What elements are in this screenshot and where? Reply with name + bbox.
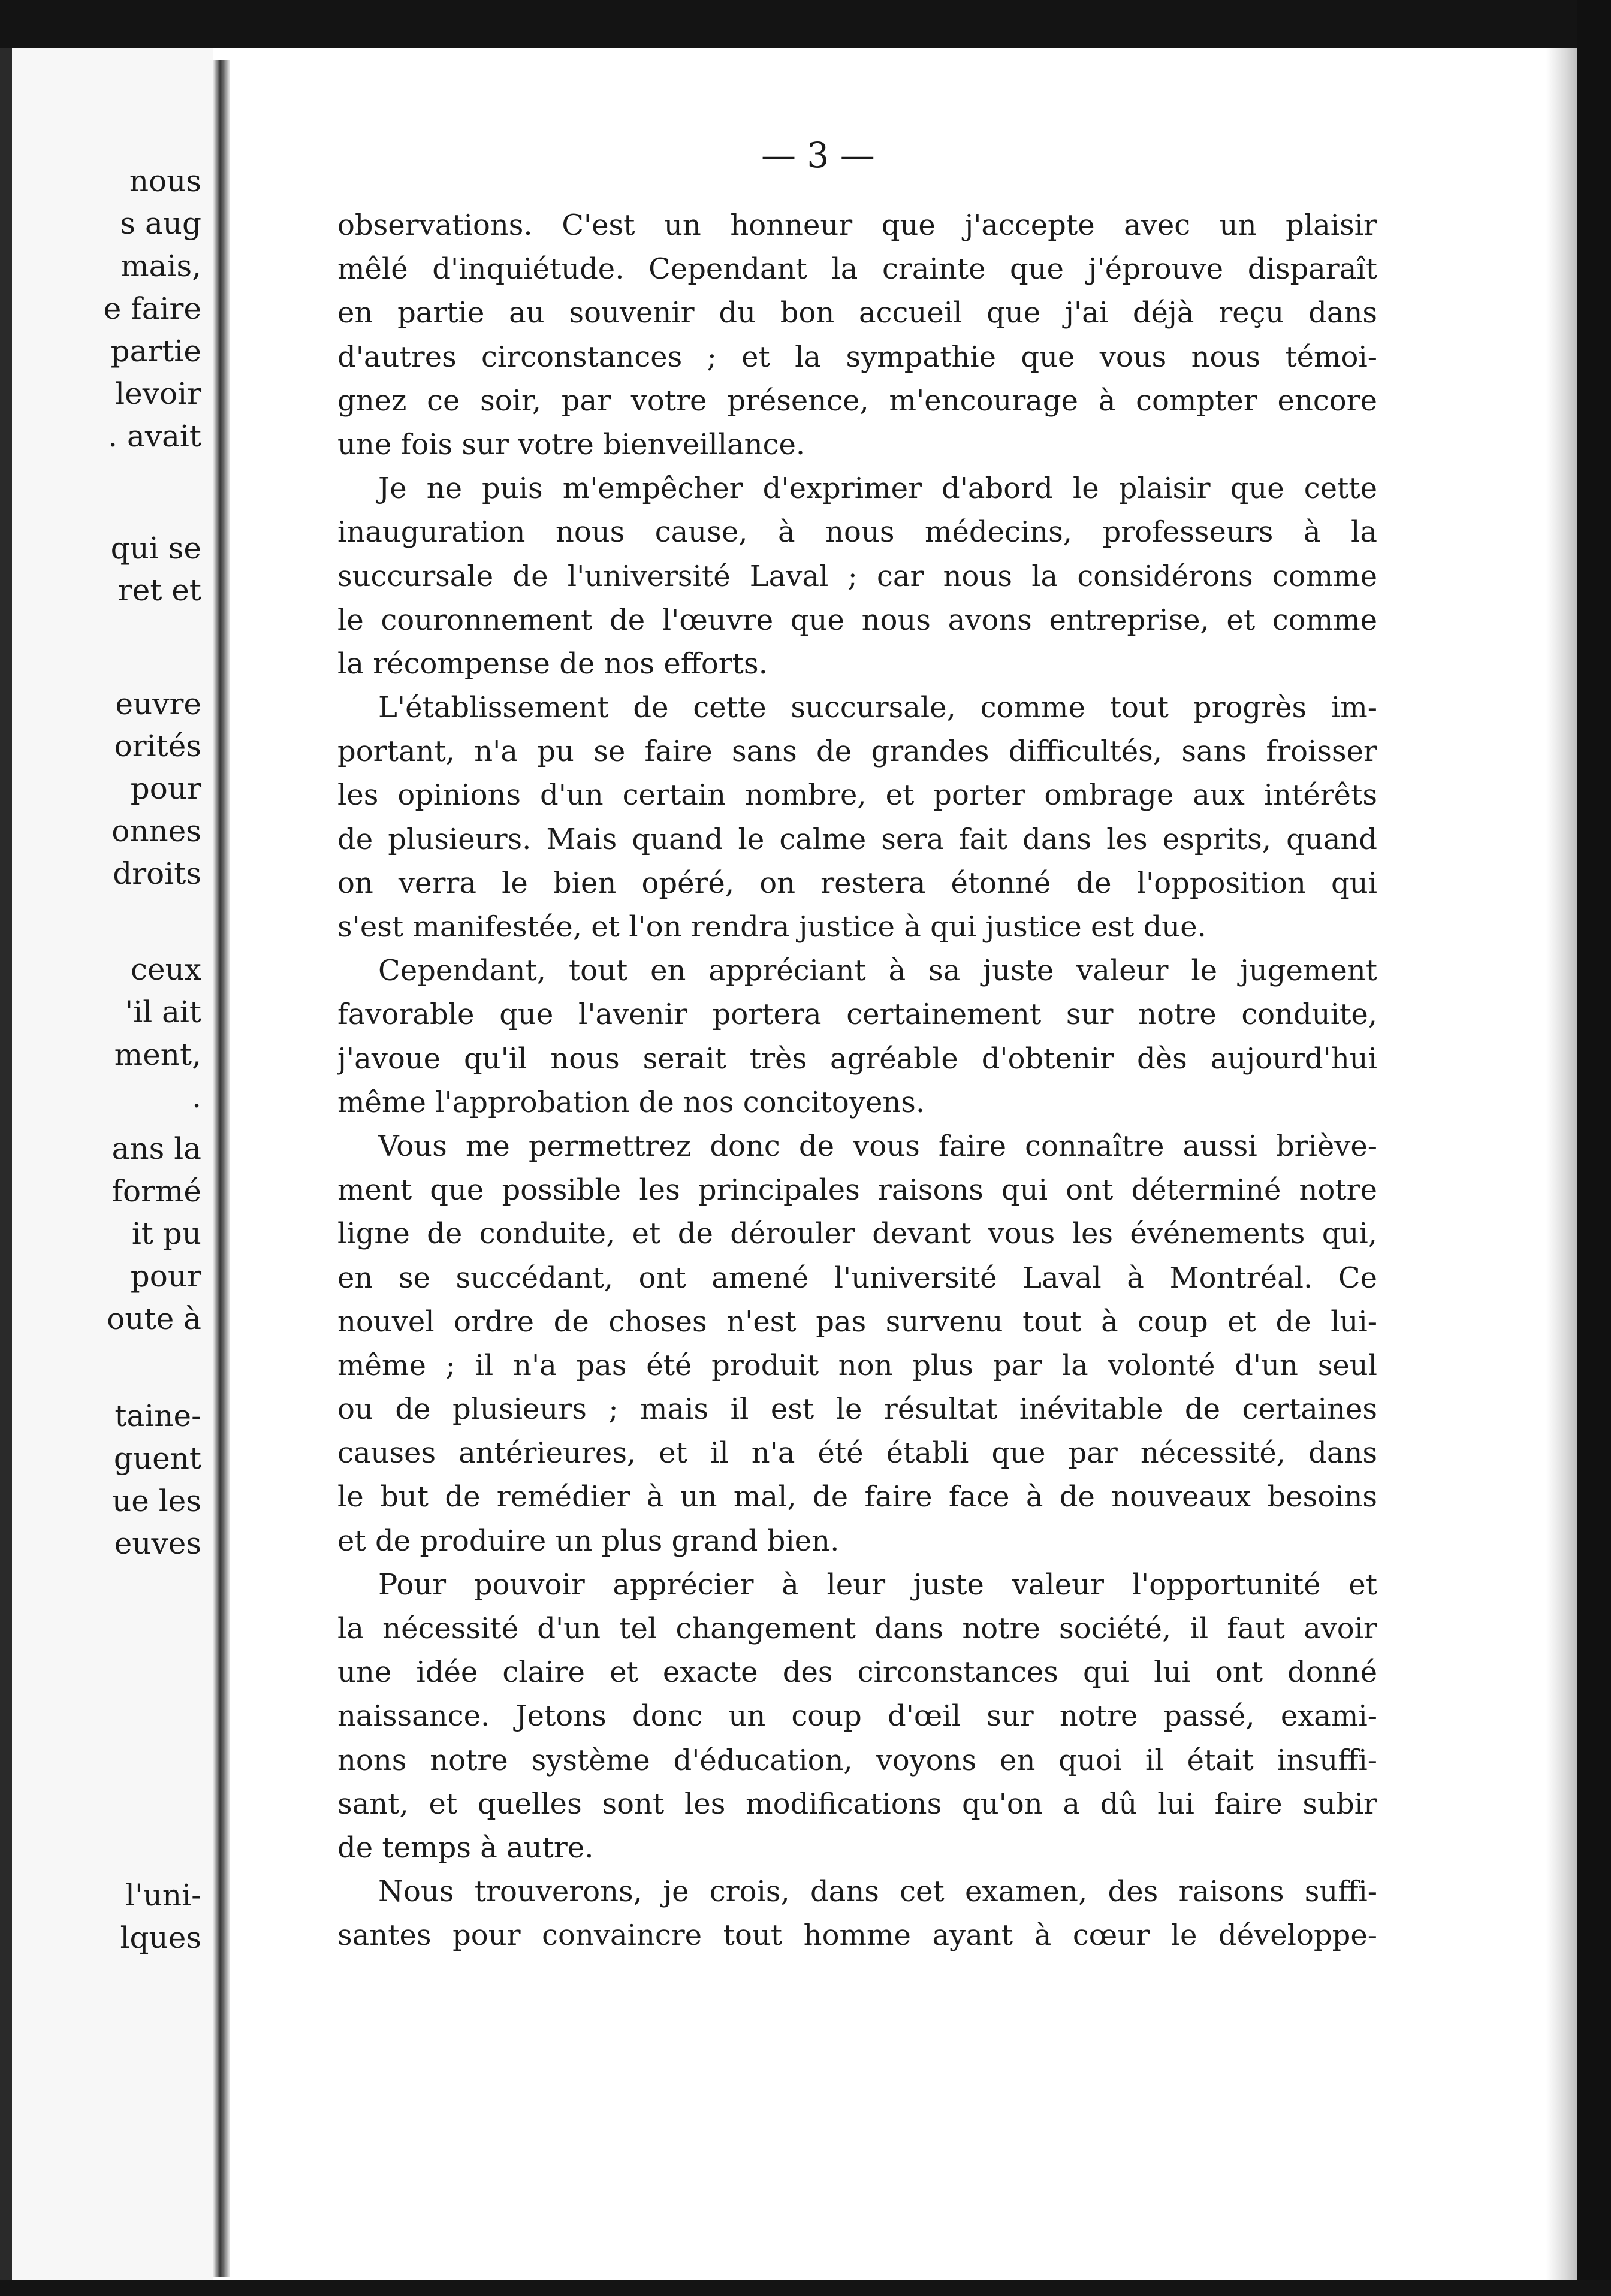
paragraph	[337, 1870, 1377, 1957]
page-number: — 3 —	[761, 135, 875, 176]
facing-page-line-fragment: 'il ait	[125, 995, 201, 1029]
text-line: portant, n'a pu se faire sans de grandes difficultés, sans froisser	[337, 735, 1377, 769]
paragraph	[337, 1563, 1377, 1870]
text-line: et de produire un plus grand bien.	[337, 1524, 840, 1558]
text-line: naissance. Jetons donc un coup d'œil sur notre passé, exami-	[337, 1699, 1377, 1733]
facing-page-line-fragment: ceux	[131, 952, 201, 987]
text-line: s'est manifestée, et l'on rendra justice à qui justice est due.	[337, 910, 1206, 944]
text-line: inauguration nous cause, à nous médecins, professeurs à la	[337, 515, 1377, 549]
text-line: d'autres circonstances ; et la sympathie que vous nous témoi-	[337, 340, 1377, 374]
text-line: de plusieurs. Mais quand le calme sera fait dans les esprits, quand	[337, 822, 1377, 856]
facing-page-line-fragment: pour	[130, 1259, 201, 1294]
scan-left-border	[0, 48, 12, 2296]
text-line: ligne de conduite, et de dérouler devant vous les événements qui,	[337, 1217, 1377, 1251]
facing-page-line-fragment: ue les	[112, 1484, 201, 1518]
facing-page-line-fragment: .	[192, 1080, 201, 1114]
text-line: le couronnement de l'œuvre que nous avons entreprise, et comme	[337, 603, 1377, 637]
text-line: causes antérieures, et il n'a été établi que par nécessité, dans	[337, 1436, 1377, 1470]
text-line: succursale de l'université Laval ; car nous la considérons comme	[337, 559, 1377, 593]
facing-page-line-fragment: qui se	[110, 531, 201, 566]
text-line: favorable que l'avenir portera certainement sur notre conduite,	[337, 998, 1377, 1032]
scan-top-border	[0, 0, 1611, 48]
facing-page-line-fragment: euvre	[115, 687, 201, 721]
text-line: ou de plusieurs ; mais il est le résultat inévitable de certaines	[337, 1392, 1377, 1427]
text-line: la nécessité d'un tel changement dans notre société, il faut avoir	[337, 1612, 1377, 1645]
facing-page-line-fragment: l'uni-	[125, 1878, 201, 1913]
facing-page-line-fragment: levoir	[115, 376, 201, 411]
facing-page-line-fragment: onnes	[111, 814, 201, 848]
facing-page-line-fragment: e faire	[103, 291, 201, 326]
facing-page-line-fragment: euves	[114, 1526, 201, 1561]
text-line: Pour pouvoir apprécier à leur juste valeur l'opportunité et	[378, 1567, 1377, 1602]
paragraph	[337, 204, 1377, 467]
text-line: Je ne puis m'empêcher d'exprimer d'abord le plaisir que cette	[378, 472, 1377, 506]
facing-page-line-fragment: . avait	[108, 419, 201, 454]
text-line: gnez ce soir, par votre présence, m'encourage à compter encore	[337, 383, 1377, 418]
facing-page-line-fragment: nous	[129, 164, 201, 198]
text-line: de temps à autre.	[337, 1830, 594, 1865]
text-line: la récompense de nos efforts.	[337, 646, 768, 681]
text-line: en partie au souvenir du bon accueil que j'ai déjà reçu dans	[337, 296, 1377, 330]
scan-right-border	[1577, 0, 1611, 2296]
facing-page-line-fragment: formé	[111, 1174, 201, 1209]
text-line: mêlé d'inquiétude. Cependant la crainte que j'éprouve disparaît	[337, 252, 1377, 286]
paragraph	[337, 1125, 1377, 1563]
facing-page-line-fragment: it pu	[131, 1216, 201, 1251]
facing-page-line-fragment: ret et	[117, 573, 201, 608]
facing-page-line-fragment: orités	[114, 729, 201, 763]
facing-page-line-fragment: droits	[113, 856, 201, 891]
facing-page-line-fragment: ans la	[111, 1131, 201, 1166]
text-line: Cependant, tout en appréciant à sa juste valeur le jugement	[378, 954, 1377, 988]
text-line: les opinions d'un certain nombre, et porter ombrage aux intérêts	[337, 778, 1377, 812]
text-line: le but de remédier à un mal, de faire face à de nouveaux besoins	[337, 1480, 1377, 1514]
page-edge	[1546, 48, 1577, 2280]
paragraph	[337, 949, 1377, 1125]
facing-page-fragment	[12, 48, 213, 2280]
text-line: même ; il n'a pas été produit non plus par la volonté d'un seul	[337, 1348, 1377, 1382]
facing-page-line-fragment: ment,	[114, 1037, 201, 1072]
text-line: une fois sur votre bienveillance.	[337, 427, 805, 461]
text-line: sant, et quelles sont les modifications qu'on a dû lui faire subir	[337, 1787, 1377, 1821]
text-line: nouvel ordre de choses n'est pas survenu tout à coup et de lui-	[337, 1304, 1377, 1339]
text-line: une idée claire et exacte des circonstances qui lui ont donné	[337, 1655, 1377, 1690]
text-line: Vous me permettrez donc de vous faire connaître aussi briève-	[378, 1129, 1377, 1163]
text-line: santes pour convaincre tout homme ayant à cœur le développe-	[337, 1919, 1377, 1953]
paragraph	[337, 467, 1377, 686]
facing-page-line-fragment: pour	[130, 771, 201, 806]
text-line: on verra le bien opéré, on restera étonné de l'opposition qui	[337, 866, 1377, 900]
text-line: observations. C'est un honneur que j'accepte avec un plaisir	[337, 209, 1377, 242]
text-line: en se succédant, ont amené l'université Laval à Montréal. Ce	[337, 1261, 1377, 1295]
text-line: ment que possible les principales raisons qui ont déterminé notre	[337, 1173, 1377, 1207]
text-line: L'établissement de cette succursale, comme tout progrès im-	[378, 691, 1377, 725]
facing-page-line-fragment: lques	[120, 1920, 201, 1955]
text-line: j'avoue qu'il nous serait très agréable d'obtenir dès aujourd'hui	[337, 1041, 1377, 1076]
facing-page-line-fragment: taine-	[114, 1398, 201, 1433]
scan-bottom-border	[0, 2280, 1611, 2296]
facing-page-line-fragment: mais,	[120, 249, 201, 283]
body-text	[337, 204, 1377, 1958]
text-line: nons notre système d'éducation, voyons en quoi il était insuffi-	[337, 1743, 1377, 1777]
paragraph	[337, 686, 1377, 949]
facing-page-line-fragment: s aug	[120, 206, 201, 241]
facing-page-line-fragment: partie	[110, 334, 201, 368]
facing-page-line-fragment: oute à	[107, 1301, 201, 1336]
text-line: Nous trouverons, je crois, dans cet examen, des raisons suffi-	[378, 1875, 1377, 1909]
book-gutter	[213, 60, 230, 2277]
text-line: même l'approbation de nos concitoyens.	[337, 1085, 925, 1119]
facing-page-line-fragment: guent	[113, 1441, 201, 1476]
